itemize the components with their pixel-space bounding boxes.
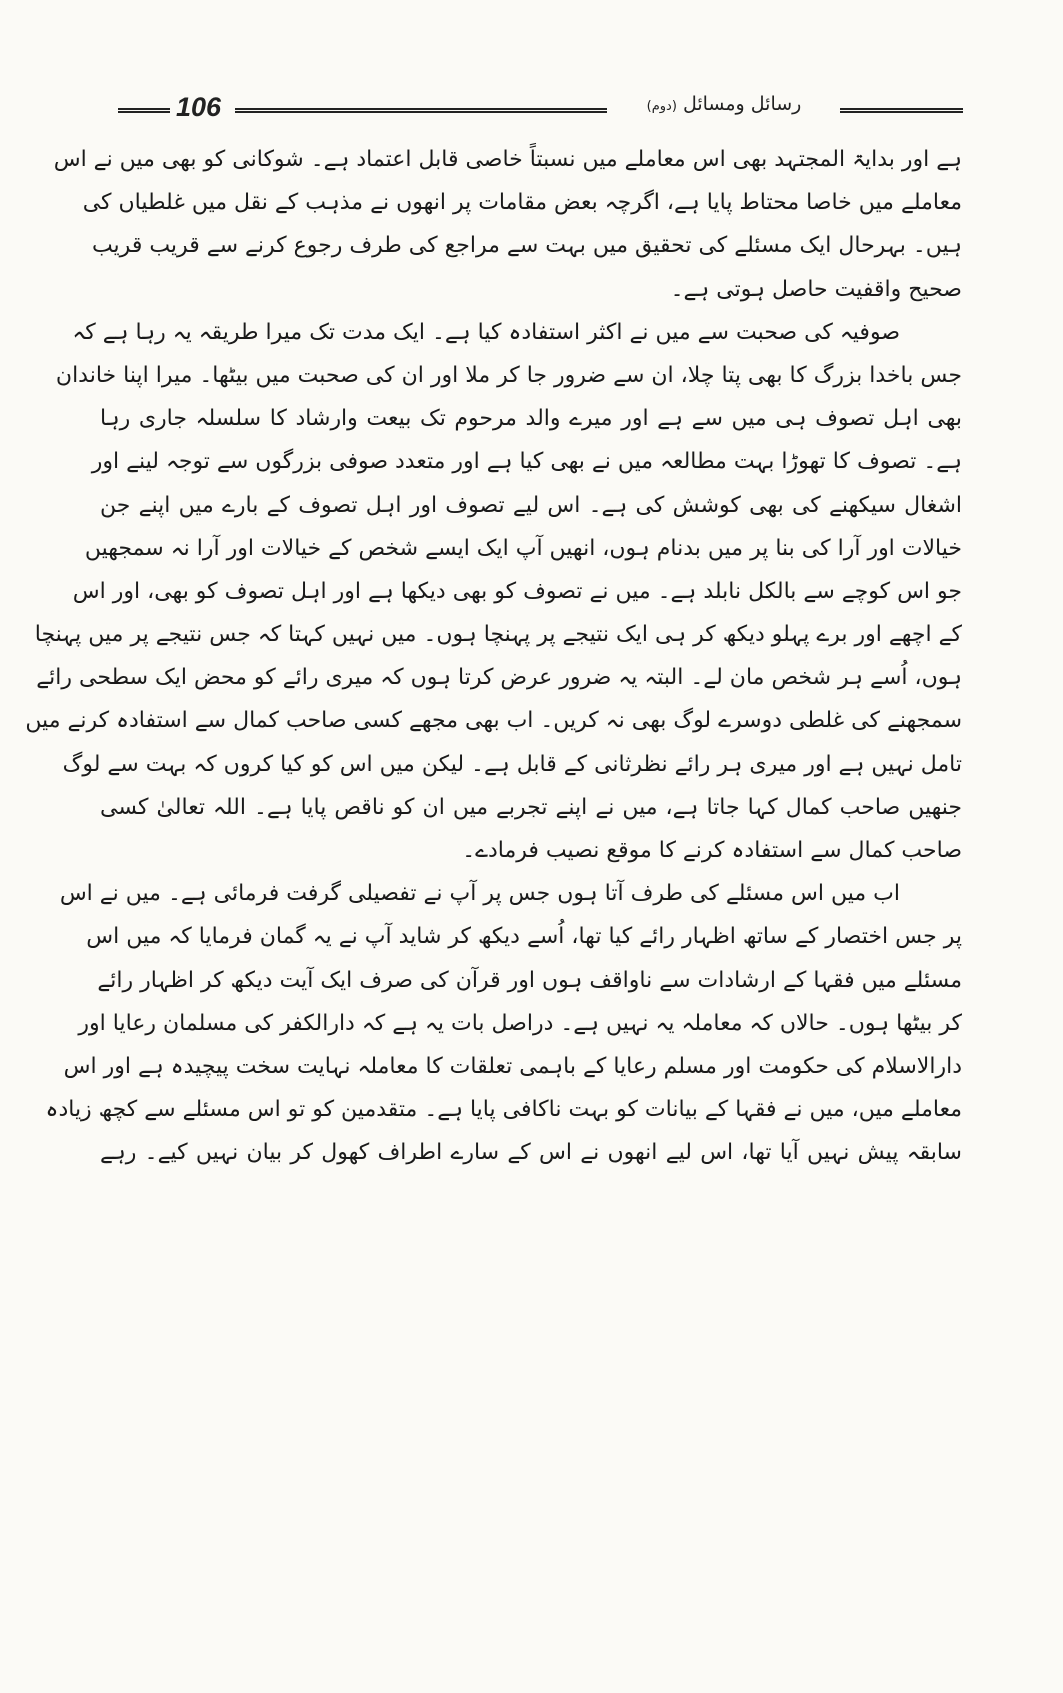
text-line: مسئلے میں فقہا کے ارشادات سے ناواقف ہوں اور قرآن کی صرف ایک آیت دیکھ کر اظہار رائے — [97, 967, 962, 993]
text-line: جس باخدا بزرگ کا بھی پتا چلا، ان سے ضرور جا کر ملا اور ان کی صحبت میں بیٹھا۔ میرا اپنا خاندان — [55, 362, 962, 388]
page-body — [25, 138, 962, 1175]
book-title: رسائل ومسائل — [682, 93, 802, 115]
text-line: سابقہ پیش نہیں آیا تھا، اس لیے انھوں نے اس کے سارے اطراف کھول کر بیان نہیں کیے۔ رہے — [100, 1140, 962, 1166]
text-line: ہے۔ تصوف کا تھوڑا بہت مطالعہ میں نے بھی کیا ہے اور متعدد صوفی بزرگوں سے توجہ لینے اور — [91, 449, 962, 475]
text-line: سمجھنے کی غلطی دوسرے لوگ بھی نہ کریں۔ اب بھی مجھے کسی صاحب کمال سے استفادہ کرنے میں — [25, 708, 962, 734]
text-line: صوفیہ کی صحبت سے میں نے اکثر استفادہ کیا ہے۔ ایک مدت تک میرا طریقہ یہ رہا ہے کہ — [72, 319, 900, 345]
text-line: کے اچھے اور برے پہلو دیکھ کر ہی ایک نتیجے پر پہنچا ہوں۔ میں نہیں کہتا کہ جس نتیجے پر میں پہنچا — [34, 622, 962, 648]
paragraph-2 — [25, 311, 962, 872]
text-line: بھی اہل تصوف ہی میں سے ہے اور میرے والد مرحوم تک بیعت وارشاد کا سلسلہ جاری رہا — [100, 406, 962, 432]
text-line: صاحب کمال سے استفادہ کرنے کا موقع نصیب فرمادے۔ — [462, 838, 962, 863]
text-line: اب میں اس مسئلے کی طرف آتا ہوں جس پر آپ نے تفصیلی گرفت فرمائی ہے۔ میں نے اس — [59, 881, 900, 907]
text-line: دارالاسلام کی حکومت اور مسلم رعایا کے باہمی تعلقات کا معاملہ نہایت سخت پیچیدہ ہے اور اس — [63, 1053, 962, 1079]
text-line: معاملے میں، میں نے فقہا کے بیانات کو بہت ناکافی پایا ہے۔ متقدمین کو تو اس مسئلے سے کچھ زیادہ — [45, 1097, 962, 1123]
header-rule-right — [840, 108, 963, 113]
text-line: کر بیٹھا ہوں۔ حالاں کہ معاملہ یہ نہیں ہے۔ دراصل بات یہ ہے کہ دارالکفر کی مسلمان رعایا اور — [78, 1010, 962, 1036]
volume-label: (دوم) — [646, 99, 677, 114]
text-line: اشغال سیکھنے کی بھی کوشش کی ہے۔ اس لیے تصوف اور اہل تصوف کے بارے میں اپنے جن — [100, 492, 962, 518]
paragraph-1 — [53, 138, 962, 311]
header-rule-middle — [235, 108, 607, 113]
page-number: 106 — [176, 92, 222, 122]
text-line: تامل نہیں ہے اور میری ہر رائے نظرثانی کے قابل ہے۔ لیکن میں اس کو کیا کروں کہ بہت سے لوگ — [62, 751, 962, 777]
text-line: ہیں۔ بہرحال ایک مسئلے کی تحقیق میں بہت سے مراجع کی طرف رجوع کرنے سے قریب قریب — [91, 233, 962, 259]
paragraph-3 — [45, 872, 962, 1174]
running-title — [610, 93, 838, 115]
text-line: پر جس اختصار کے ساتھ اظہار رائے کیا تھا، اُسے دیکھ کر شاید آپ نے یہ گمان فرمایا کہ میں اس — [86, 924, 962, 950]
text-line: صحیح واقفیت حاصل ہوتی ہے۔ — [670, 276, 962, 302]
page-header — [118, 92, 963, 122]
text-line: معاملے میں خاصا محتاط پایا ہے، اگرچہ بعض مقامات پر انھوں نے مذہب کے نقل میں غلطیاں کی — [82, 190, 962, 216]
text-line: جو اس کوچے سے بالکل نابلد ہے۔ میں نے تصوف کو بھی دیکھا ہے اور اہل تصوف کو بھی، اور اس — [72, 578, 962, 604]
header-rule-left — [118, 108, 170, 113]
text-line: ہے اور بدایۃ المجتہد بھی اس معاملے میں نسبتاً خاصی قابل اعتماد ہے۔ شوکانی کو بھی میں نے اس — [53, 147, 962, 172]
text-line: جنھیں صاحب کمال کہا جاتا ہے، میں نے اپنے تجربے میں ان کو ناقص پایا ہے۔ اللہ تعالیٰ کسی — [100, 794, 962, 820]
text-line: ہوں، اُسے ہر شخص مان لے۔ البتہ یہ ضرور عرض کرتا ہوں کہ میری رائے کو محض ایک سطحی رائے — [36, 665, 962, 691]
text-line: خیالات اور آرا کی بنا پر میں بدنام ہوں، انھیں آپ ایک ایسے شخص کے خیالات اور آرا نہ سمجھیں — [84, 535, 962, 561]
